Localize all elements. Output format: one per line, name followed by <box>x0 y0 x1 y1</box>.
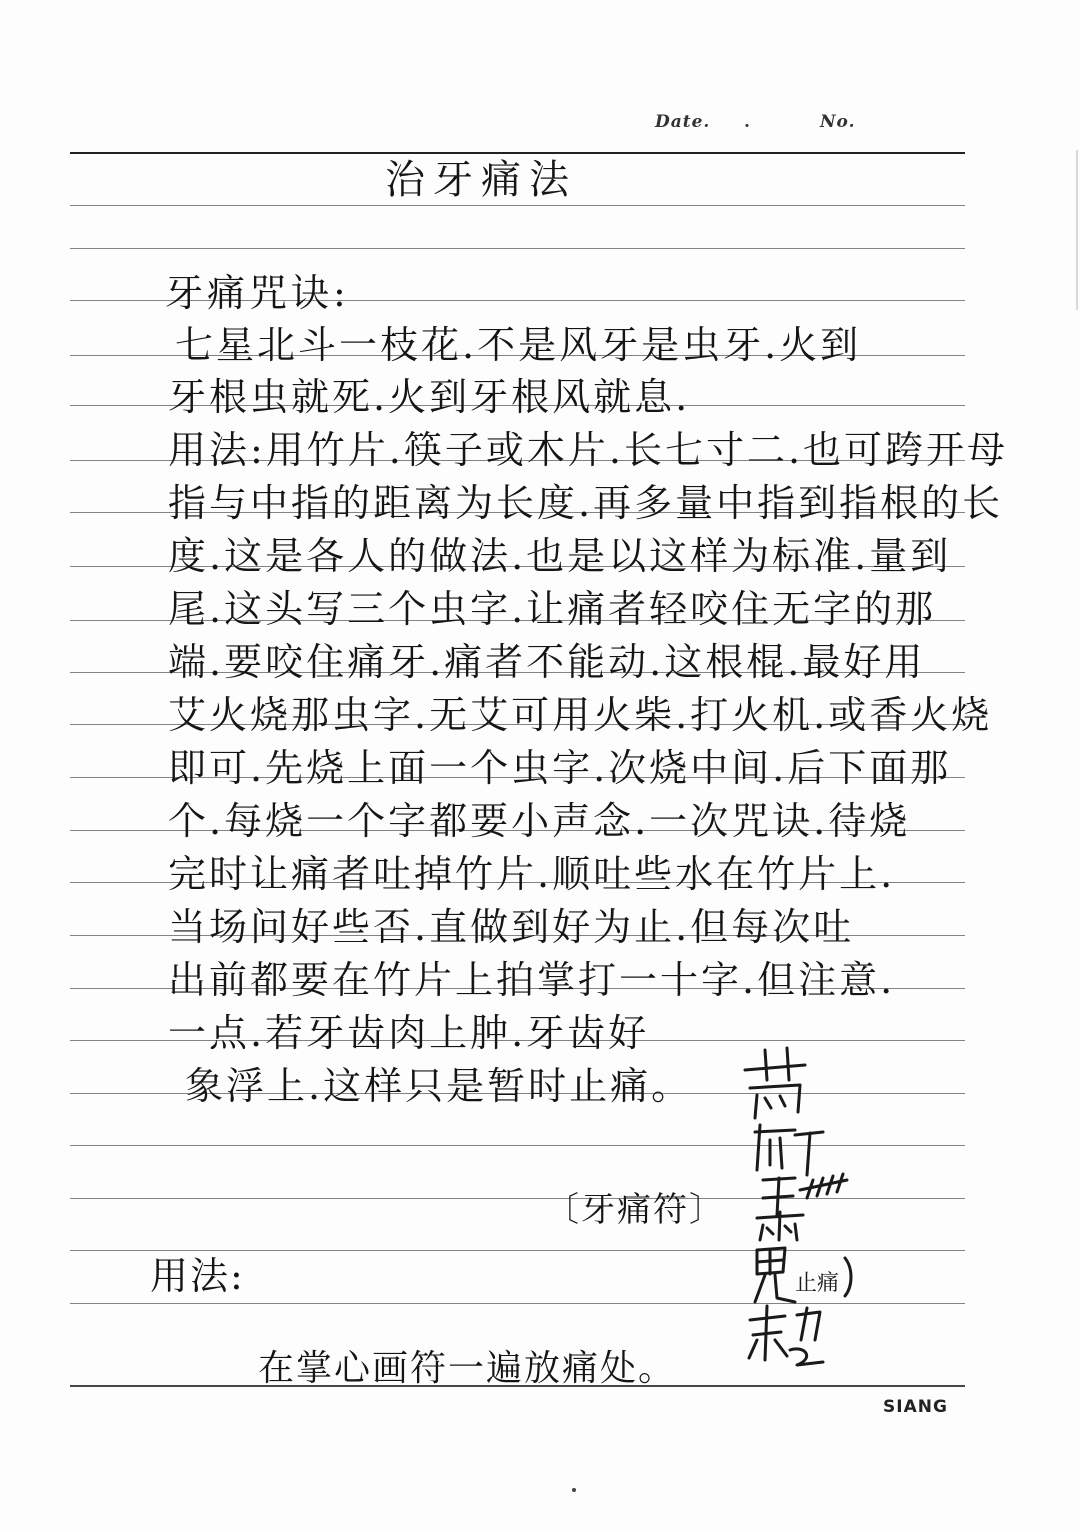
text-line: 一点.若牙齿肉上肿.牙齿好 <box>168 1011 650 1055</box>
talisman-drawing <box>735 1040 875 1390</box>
incantation-heading: 牙痛咒诀: <box>165 271 350 315</box>
page-speck <box>572 1488 576 1492</box>
text-line: 牙根虫就死.火到牙根风就息. <box>168 375 691 419</box>
page-edge-mark <box>1076 150 1078 310</box>
page-title: 治牙痛法 <box>385 157 577 203</box>
final-instruction: 在掌心画符一遍放痛处。 <box>258 1348 677 1389</box>
date-label: Date. <box>655 112 711 132</box>
text-line: 即可.先烧上面一个虫字.次烧中间.后下面那 <box>168 746 952 790</box>
usage-label: 用法: <box>150 1254 245 1298</box>
notebook-brand: SIANG <box>883 1397 948 1417</box>
talisman-inline-text: 止痛 <box>795 1271 840 1296</box>
number-label: No. <box>820 112 856 132</box>
text-line: 个.每烧一个字都要小声念.一次咒诀.待烧 <box>168 799 911 843</box>
text-line: 完时让痛者吐掉竹片.顺吐些水在竹片上. <box>168 852 896 896</box>
text-line: 当场问好些否.直做到好为止.但每次吐 <box>168 905 855 949</box>
talisman-label: 〔牙痛符〕 <box>545 1190 725 1230</box>
text-line: 端.要咬住痛牙.痛者不能动.这根棍.最好用 <box>168 640 926 684</box>
text-line: 用法:用竹片.筷子或木片.长七寸二.也可跨开母 <box>168 428 1009 472</box>
text-line: 出前都要在竹片上拍掌打一十字.但注意. <box>168 958 896 1002</box>
ruled-line <box>70 205 965 206</box>
text-line: 象浮上.这样只是暂时止痛。 <box>185 1064 693 1108</box>
ruled-line <box>70 248 965 249</box>
date-dot: . <box>744 112 750 132</box>
text-line: 指与中指的距离为长度.再多量中指到指根的长 <box>168 481 1004 525</box>
text-line: 度.这是各人的做法.也是以这样为标准.量到 <box>168 534 952 578</box>
text-line: 七星北斗一枝花.不是风牙是虫牙.火到 <box>175 323 862 367</box>
text-line: 艾火烧那虫字.无艾可用火柴.打火机.或香火烧 <box>168 693 993 737</box>
text-line: 尾.这头写三个虫字.让痛者轻咬住无字的那 <box>168 587 937 631</box>
